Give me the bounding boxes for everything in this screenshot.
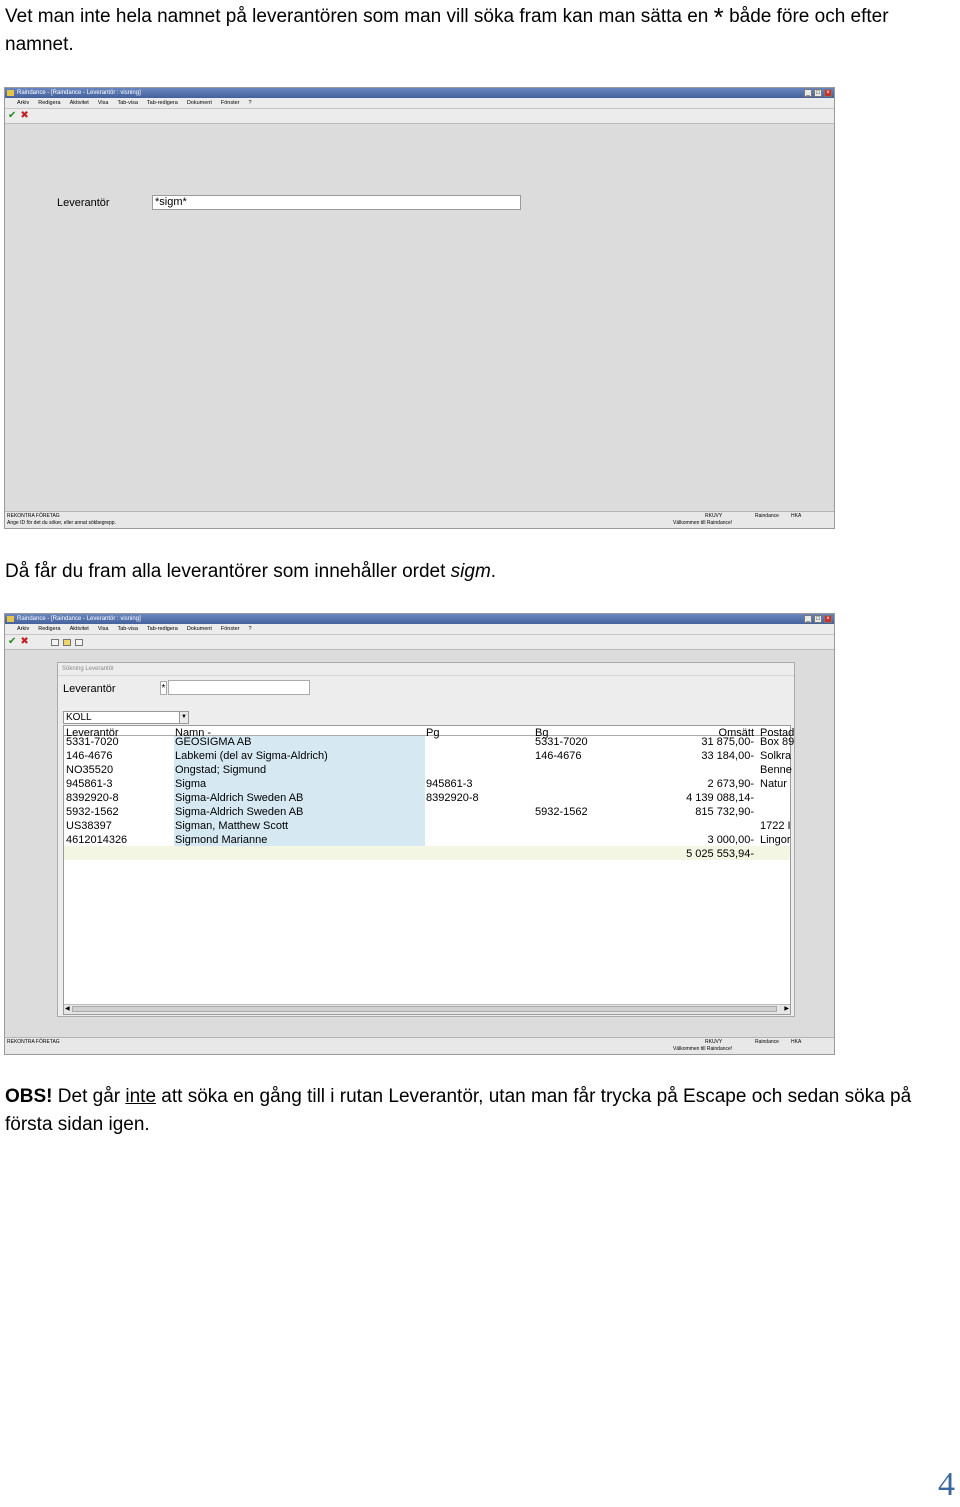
selection-value: KOLL	[66, 712, 92, 723]
menu-item-tab-visa[interactable]: Tab-visa	[117, 626, 138, 632]
restore-button[interactable]: □	[814, 615, 822, 623]
search-result-dialog	[57, 662, 795, 1017]
column-header-omsatt[interactable]: Omsätt	[718, 727, 754, 739]
column-header-pg[interactable]: Pg	[426, 727, 440, 739]
wildcard-indicator: *	[161, 683, 166, 694]
table-row[interactable]	[64, 735, 795, 749]
supplier-label: Leverantör	[63, 683, 116, 695]
menu-item-help[interactable]: ?	[248, 626, 252, 632]
asterisk-symbol: *	[713, 2, 724, 32]
supplier-search-input[interactable]: *sigm*	[152, 195, 521, 210]
cell-namn: Ongstad; Sigmund	[175, 764, 267, 776]
menu-item-visa[interactable]: Visa	[97, 100, 109, 106]
cell-leverantor: 8392920-8	[66, 792, 119, 804]
table-row[interactable]	[64, 791, 790, 805]
status-welcome: Välkommen till Raindance!	[673, 1046, 733, 1052]
cell-omsatt: 31 875,00-	[701, 736, 754, 748]
minimize-button[interactable]: _	[804, 89, 812, 97]
menu-item-tab-redigera[interactable]: Tab-redigera	[146, 100, 178, 106]
cell-pg: 8392920-8	[426, 792, 479, 804]
obs-text-1: Det går	[57, 1086, 121, 1107]
app-icon	[7, 90, 14, 96]
cancel-x-icon[interactable]: ✖	[20, 110, 29, 121]
menu-item-dokument[interactable]: Dokument	[186, 626, 212, 632]
obs-label: OBS!	[5, 1086, 53, 1107]
table-row[interactable]	[64, 763, 790, 777]
menu-item-arkiv[interactable]: Arkiv	[17, 626, 30, 632]
menu-item-fonster[interactable]: Fönster	[220, 100, 240, 106]
table-row[interactable]	[64, 819, 790, 833]
screenshot-search-window	[4, 87, 835, 529]
cell-leverantor: 4612014326	[66, 834, 128, 846]
obs-paragraph	[5, 1083, 955, 1139]
caption-text-after: .	[490, 561, 497, 582]
menu-bar	[5, 98, 834, 109]
minimize-button[interactable]: _	[804, 615, 812, 623]
checkmark-icon[interactable]: ✔	[8, 636, 17, 647]
menu-item-fonster[interactable]: Fönster	[220, 626, 240, 632]
page-number: 4	[938, 1466, 955, 1503]
status-code: HKA	[791, 1039, 802, 1045]
menu-item-visa[interactable]: Visa	[97, 626, 109, 632]
menu-bar	[5, 624, 834, 635]
chevron-down-icon[interactable]: ▼	[179, 712, 188, 723]
status-company: REKONTRA FÖRETAG	[7, 513, 60, 519]
total-row	[64, 847, 790, 861]
status-hint: Ange ID för det du söker, eller annat sökbegrepp.	[7, 520, 116, 526]
cell-leverantor: 5331-7020	[66, 736, 119, 748]
horizontal-scrollbar[interactable]	[64, 1004, 790, 1014]
result-area	[5, 650, 834, 1038]
status-welcome: Välkommen till Raindance!	[673, 520, 733, 526]
result-grid	[63, 725, 795, 1015]
caption-italic-word: sigm	[450, 561, 491, 582]
caption-text-before: Då får du fram alla leverantörer som innehåller ordet	[5, 561, 446, 582]
checkmark-icon[interactable]: ✔	[8, 110, 17, 121]
search-form-area	[5, 124, 834, 512]
menu-item-help[interactable]: ?	[248, 100, 252, 106]
cell-leverantor: NO35520	[66, 764, 114, 776]
menu-item-arkiv[interactable]: Arkiv	[17, 100, 30, 106]
window-titlebar	[5, 88, 834, 98]
menu-item-aktivitet[interactable]: Aktivitet	[69, 100, 89, 106]
cell-postadress: Lingor	[760, 834, 791, 846]
menu-item-redigera[interactable]: Redigera	[38, 100, 61, 106]
cell-bg: 146-4676	[535, 750, 582, 762]
menu-item-tab-visa[interactable]: Tab-visa	[117, 100, 138, 106]
cell-leverantor: 146-4676	[66, 750, 113, 762]
toolbar	[5, 635, 834, 650]
cell-postadress: Benne	[760, 764, 792, 776]
supplier-label: Leverantör	[57, 197, 110, 209]
cell-postadress: 1722 I	[760, 820, 791, 832]
cell-namn: Sigmond Marianne	[175, 834, 268, 846]
status-user: RKUVY	[705, 1039, 723, 1045]
menu-item-dokument[interactable]: Dokument	[186, 100, 212, 106]
window-title: Raindance - [Raindance - Leverantör : visning]	[17, 90, 141, 96]
cell-omsatt: 4 139 088,14-	[686, 792, 754, 804]
cell-namn: Sigma-Aldrich Sweden AB	[175, 792, 304, 804]
status-company: REKONTRA FÖRETAG	[7, 1039, 60, 1045]
window-titlebar	[5, 614, 834, 624]
scrollbar-thumb[interactable]	[72, 1006, 777, 1012]
cell-postadress: Solkra	[760, 750, 792, 762]
table-row[interactable]	[64, 749, 790, 763]
cancel-x-icon[interactable]: ✖	[20, 636, 29, 647]
status-bar	[5, 511, 834, 528]
intro-text-before: Vet man inte hela namnet på leverantören som man vill söka fram kan man sätta en	[5, 6, 709, 27]
total-omsatt: 5 025 553,94-	[686, 848, 754, 860]
intro-text-after: både före och efter namnet.	[5, 6, 889, 55]
status-user: RKUVY	[705, 513, 723, 519]
status-code: HKA	[791, 513, 802, 519]
close-button[interactable]: ×	[824, 89, 832, 97]
cell-bg: 5932-1562	[535, 806, 588, 818]
status-app: Raindance	[755, 513, 779, 519]
cell-namn: Sigman, Matthew Scott	[175, 820, 289, 832]
obs-underlined: inte	[125, 1086, 157, 1107]
menu-item-tab-redigera[interactable]: Tab-redigera	[146, 626, 178, 632]
save-icon[interactable]	[75, 639, 83, 646]
window-title: Raindance - [Raindance - Leverantör : visning]	[17, 616, 141, 622]
obs-text-2: att söka en gång till i rutan Leverantör, utan man får trycka på Escape och sedan söka på första sidan igen.	[5, 1086, 912, 1135]
table-row[interactable]	[64, 805, 790, 819]
cell-omsatt: 2 673,90-	[707, 778, 754, 790]
cell-namn: GEOSIGMA AB	[175, 736, 252, 748]
screenshot-result-window	[4, 613, 835, 1055]
cell-namn: Sigma	[175, 778, 207, 790]
intro-paragraph	[5, 3, 955, 59]
cell-leverantor: 5932-1562	[66, 806, 119, 818]
cell-leverantor: US38397	[66, 820, 112, 832]
menu-item-aktivitet[interactable]: Aktivitet	[69, 626, 89, 632]
status-app: Raindance	[755, 1039, 779, 1045]
document-icon[interactable]	[51, 639, 59, 646]
status-bar	[5, 1037, 834, 1054]
cell-omsatt: 33 184,00-	[701, 750, 754, 762]
cell-namn: Sigma-Aldrich Sweden AB	[175, 806, 304, 818]
cell-omsatt: 3 000,00-	[707, 834, 754, 846]
cell-postadress: Natur	[760, 778, 787, 790]
table-row[interactable]	[64, 777, 790, 791]
cell-leverantor: 945861-3	[66, 778, 113, 790]
result-caption	[5, 558, 955, 586]
close-button[interactable]: ×	[824, 615, 832, 623]
folder-icon[interactable]	[63, 639, 71, 646]
cell-postadress: Box 89	[760, 736, 795, 748]
scroll-right-icon[interactable]: ▶	[784, 1006, 789, 1012]
menu-item-redigera[interactable]: Redigera	[38, 626, 61, 632]
cell-namn: Labkemi (del av Sigma-Aldrich)	[175, 750, 328, 762]
toolbar	[5, 109, 834, 124]
column-header-leverantor[interactable]: Leverantör	[66, 727, 119, 739]
cell-pg: 945861-3	[426, 778, 473, 790]
dialog-title: Sökning Leverantör	[58, 663, 794, 676]
cell-bg: 5331-7020	[535, 736, 588, 748]
column-header-namn[interactable]: Namn -	[175, 727, 212, 739]
column-header-postadress[interactable]: Postad	[760, 727, 795, 739]
table-row[interactable]	[64, 833, 790, 847]
cell-omsatt: 815 732,90-	[695, 806, 754, 818]
supplier-search-input[interactable]	[168, 680, 310, 695]
column-header-bg[interactable]: Bg	[535, 727, 549, 739]
app-icon	[7, 616, 14, 622]
scroll-left-icon[interactable]: ◀	[65, 1006, 70, 1012]
restore-button[interactable]: □	[814, 89, 822, 97]
selection-dropdown[interactable]	[63, 711, 189, 724]
